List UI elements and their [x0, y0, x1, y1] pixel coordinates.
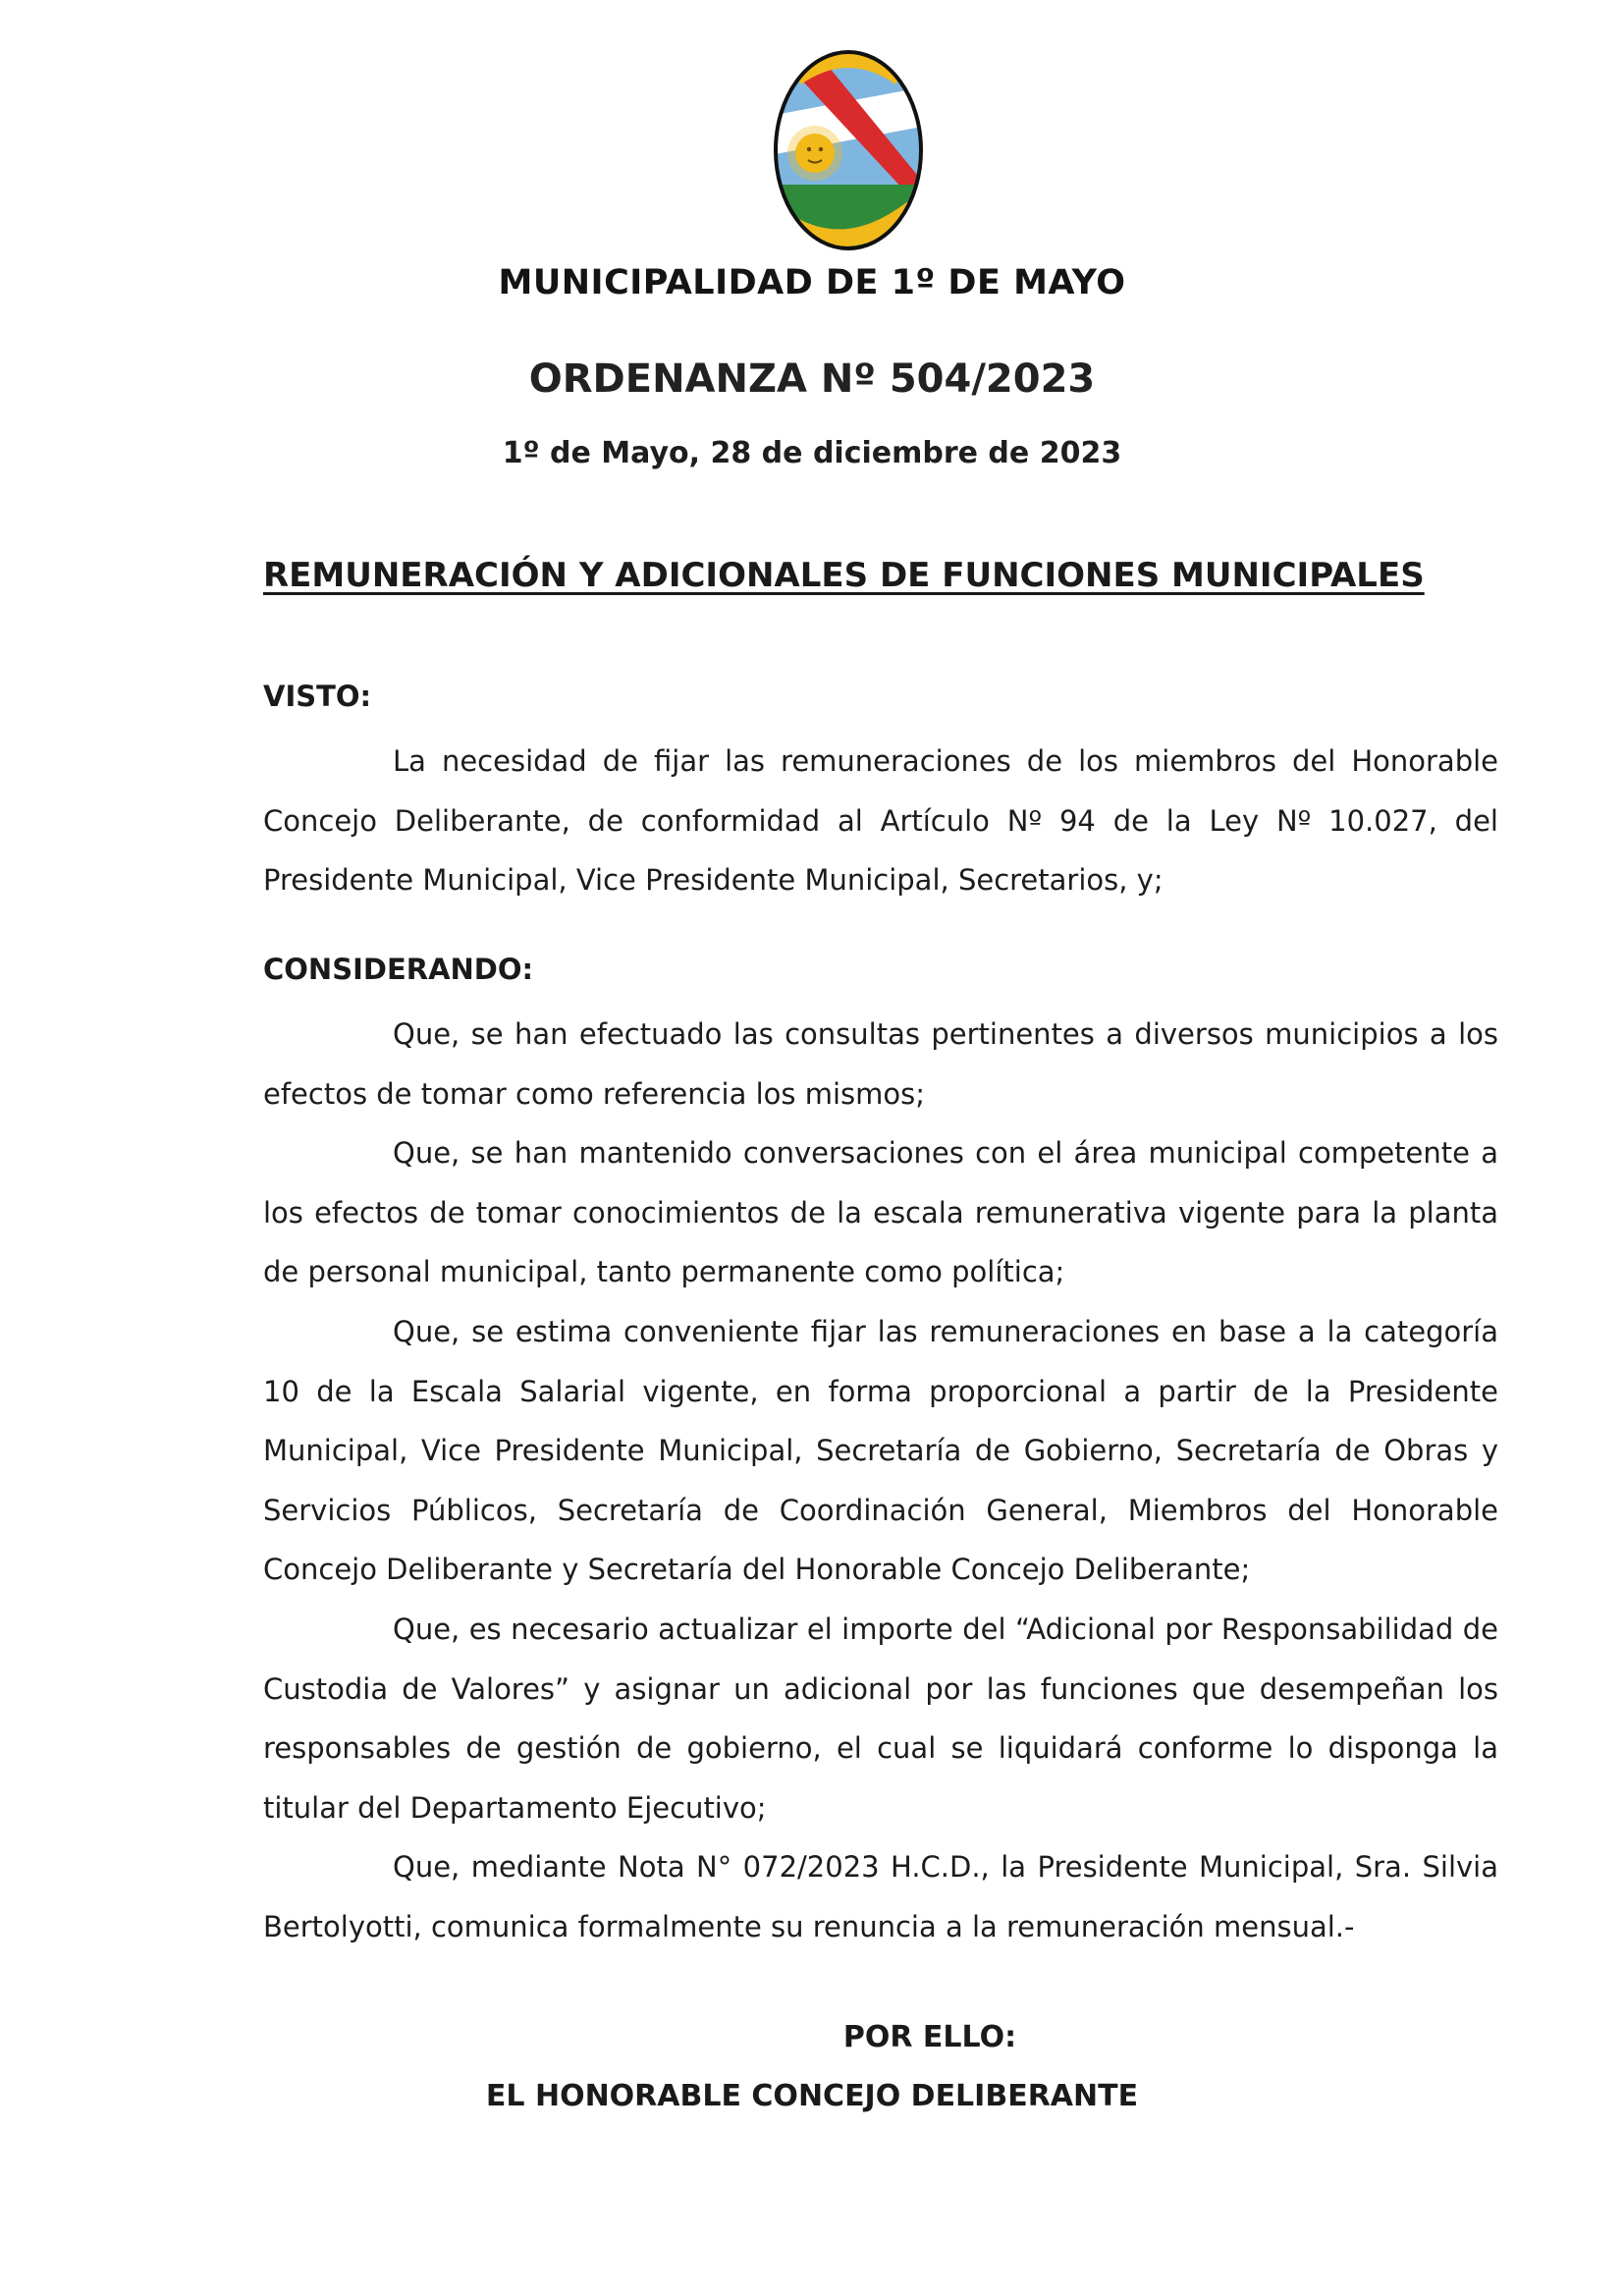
ordinance-date: 1º de Mayo, 28 de diciembre de 2023 — [502, 436, 1122, 470]
municipal-seal-logo — [770, 47, 927, 253]
visto-paragraph: La necesidad de fijar las remuneraciones de los miembros del Honorable Concejo Deliberante, de conformidad al Artículo Nº 94 de la Ley Nº 10.027, del Presidente Municipal, Vice Presidente Municipal, Secretarios, y; — [263, 744, 1498, 897]
considerando-paragraph: Que, se han mantenido conversaciones con el área municipal competente a los efectos de tomar conocimientos de la escala remunerativa vigente para la planta de personal municipal, tanto permanente como política; — [263, 1136, 1498, 1288]
considerando-paragraph: Que, es necesario actualizar el importe del “Adicional por Responsabilidad de Custodia de Valores” y asignar un adicional por las funciones que desempeñan los responsables de gestión de gobierno, el cual se liquidará conforme lo disponga la titular del Departamento Ejecutivo; — [263, 1613, 1498, 1825]
organization-title: MUNICIPALIDAD DE 1º DE MAYO — [498, 263, 1126, 302]
visto-heading: VISTO: — [263, 680, 372, 713]
considerando-paragraph: Que, se estima conveniente fijar las remuneraciones en base a la categoría 10 de la Escala Salarial vigente, en forma proporcional a partir de la Presidente Municipal, Vice Presidente Municipal, Secretaría de Gobierno, Secretaría de Obras y Servicios Públicos, Secretaría de Coordinación General, Miembros del Honorable Concejo Deliberante y Secretaría del Honorable Concejo Deliberante; — [263, 1315, 1498, 1586]
ordinance-number: ORDENANZA Nº 504/2023 — [528, 356, 1096, 402]
por-ello-heading: POR ELLO: — [842, 2020, 1017, 2054]
council-heading: EL HONORABLE CONCEJO DELIBERANTE — [485, 2079, 1139, 2113]
ordinance-subject: REMUNERACIÓN Y ADICIONALES DE FUNCIONES MUNICIPALES — [263, 556, 1425, 595]
considerando-paragraph: Que, mediante Nota N° 072/2023 H.C.D., la Presidente Municipal, Sra. Silvia Bertolyotti, comunica formalmente su renuncia a la remuneración mensual.- — [263, 1850, 1498, 1943]
considerando-heading: CONSIDERANDO: — [263, 953, 534, 986]
considerando-paragraph: Que, se han efectuado las consultas pertinentes a diversos municipios a los efectos de tomar como referencia los mismos; — [263, 1017, 1498, 1111]
